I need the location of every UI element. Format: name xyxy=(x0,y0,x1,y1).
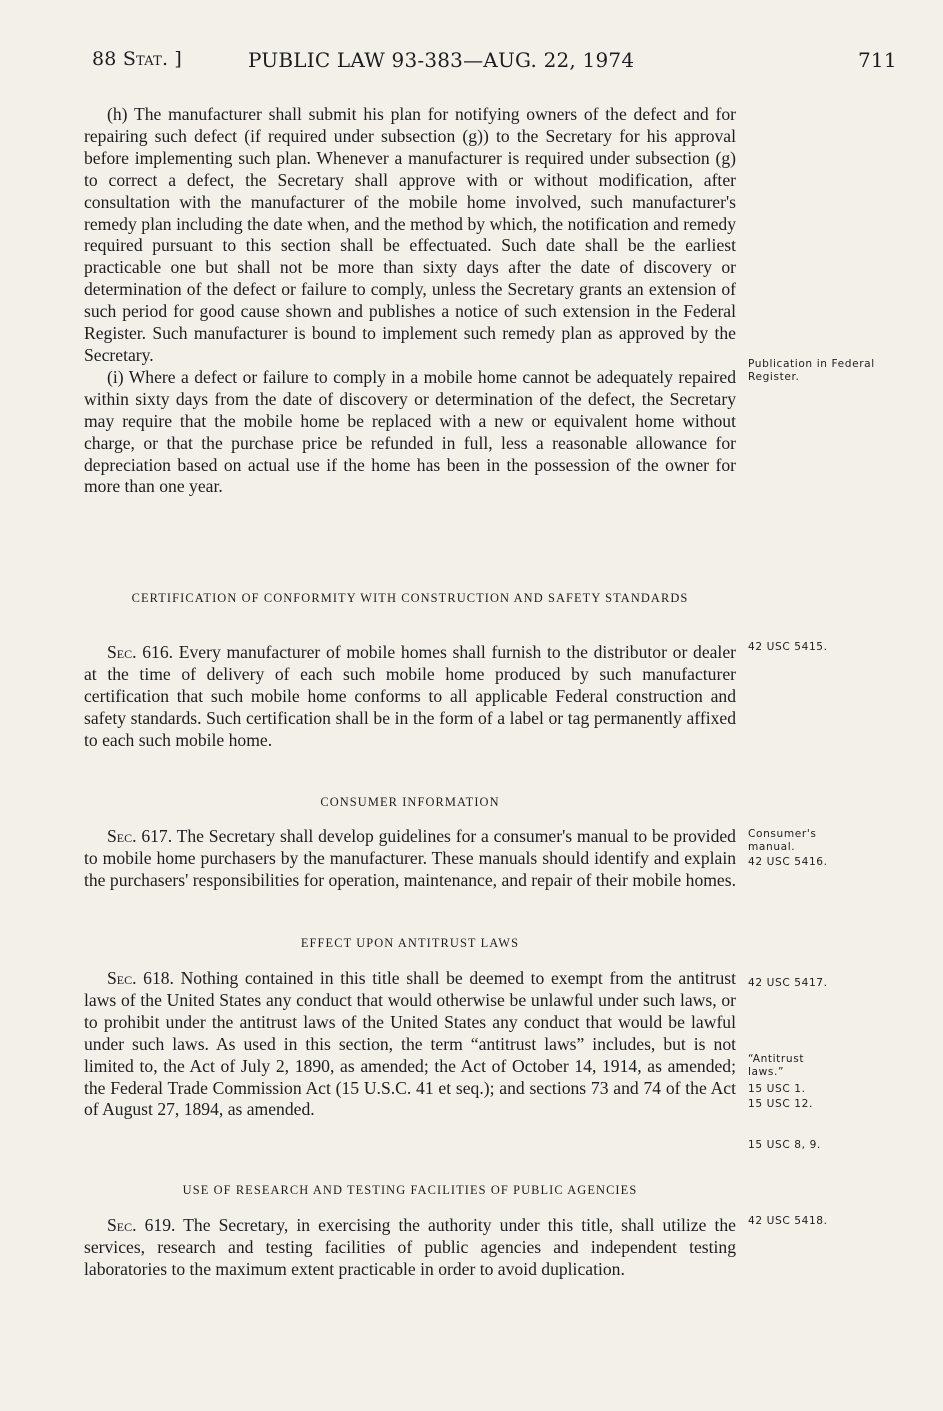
section-619 xyxy=(84,1215,736,1281)
subsection-h: (h) The manufacturer shall submit his plan for notifying owners of the defect and for repairing such defect (if required under subsection (g)) to the Secretary for his approval before implementing such plan. Whenever a manufacturer is required under subsection (g) to correct a defect, the Secretary shall approve with or without modification, after consultation with the manufacturer of the mobile home involved, such manufacturer's remedy plan including the date when, and the method by which, the notification and remedy required pursuant to this section shall be effectuated. Such date shall be the earliest practicable one but shall not be more than sixty days after the date of discovery or determination of the defect or failure to comply, unless the Secretary grants an extension of such period for good cause shown and publishes a notice of such extension in the Federal Register. Such manufacturer is bound to implement such remedy plan as approved by the Secretary. xyxy=(84,104,736,365)
statute-volume-label: 88 Stat. ] xyxy=(92,48,183,70)
section-617-text: The Secretary shall develop guidelines for a consumer's manual to be provided to mobile home purchasers by the manufacturer. These manuals should identify and explain the purchasers' responsibilities for operation, maintenance, and repair of their mobile homes. xyxy=(84,826,736,890)
page-number: 711 xyxy=(858,48,897,72)
section-616-paragraph xyxy=(84,642,736,752)
margin-note-antitrust-laws: “Antitrust laws.” xyxy=(748,1053,805,1078)
section-617-label: Sec. 617. xyxy=(107,826,173,846)
section-616 xyxy=(84,642,736,752)
subsection-i: (i) Where a defect or failure to comply in a mobile home cannot be adequately repaired within sixty days from the date of discovery or determination of the defect, the Secretary may require that the mobile home be replaced with a new or equivalent home without charge, or that the purchase price be refunded in full, less a reasonable allowance for depreciation based on actual use if the home has been in the possession of the owner for more than one year. xyxy=(84,366,736,497)
section-616-label: Sec. 616. xyxy=(107,642,174,662)
section-618-label: Sec. 618. xyxy=(107,968,174,988)
margin-note-15-usc-1: 15 USC 1. xyxy=(748,1083,806,1095)
margin-note-42-usc-5415: 42 USC 5415. xyxy=(748,641,828,653)
margin-note-consumers-manual: Consumer's manual. xyxy=(748,828,817,853)
margin-note-15-usc-12: 15 USC 12. xyxy=(748,1098,813,1110)
section-619-text: The Secretary, in exercising the authority under this title, shall utilize the services, research and testing facilities of public agencies and independent testing laboratories to the maximum extent practicable in order to avoid duplication. xyxy=(84,1215,736,1279)
margin-note-42-usc-5417: 42 USC 5417. xyxy=(748,977,828,989)
section-heading-619: USE OF RESEARCH AND TESTING FACILITIES OF PUBLIC AGENCIES xyxy=(182,1183,638,1197)
section-619-label: Sec. 619. xyxy=(107,1215,176,1235)
margin-note-15-usc-8-9: 15 USC 8, 9. xyxy=(748,1139,821,1151)
margin-note-publication: Publication in Federal Register. xyxy=(748,358,875,383)
section-617 xyxy=(84,826,736,892)
section-619-paragraph xyxy=(84,1215,736,1281)
subsection-h-i-block xyxy=(84,104,736,498)
section-616-text: Every manufacturer of mobile homes shall furnish to the distributor or dealer at the time of delivery of each such mobile home produced by such manufacturer certification that such mobile home conforms to all applicable Federal construction and safety standards. Such certification shall be in the form of a label or tag permanently affixed to each such mobile home. xyxy=(84,642,736,750)
section-617-paragraph xyxy=(84,826,736,892)
margin-note-42-usc-5418: 42 USC 5418. xyxy=(748,1215,828,1227)
section-heading-618: EFFECT UPON ANTITRUST LAWS xyxy=(300,936,520,950)
margin-note-42-usc-5416: 42 USC 5416. xyxy=(748,856,828,868)
running-title: PUBLIC LAW 93-383—AUG. 22, 1974 xyxy=(248,48,635,72)
section-618-text: Nothing contained in this title shall be deemed to exempt from the antitrust laws of the United States any conduct that would otherwise be unlawful under such laws, or to prohibit under the antitrust laws of the United States any conduct that would be lawful under such laws. As used in this section, the term “antitrust laws” includes, but is not limited to, the Act of July 2, 1890, as amended; the Act of October 14, 1914, as amended; the Federal Trade Commission Act (15 U.S.C. 41 et seq.); and sections 73 and 74 of the Act of August 27, 1894, as amended. xyxy=(84,968,736,1120)
section-618 xyxy=(84,968,736,1121)
section-heading-617: CONSUMER INFORMATION xyxy=(320,795,500,809)
section-heading-616: CERTIFICATION OF CONFORMITY WITH CONSTRUCTION AND SAFETY STANDARDS xyxy=(131,591,689,605)
section-618-paragraph xyxy=(84,968,736,1121)
